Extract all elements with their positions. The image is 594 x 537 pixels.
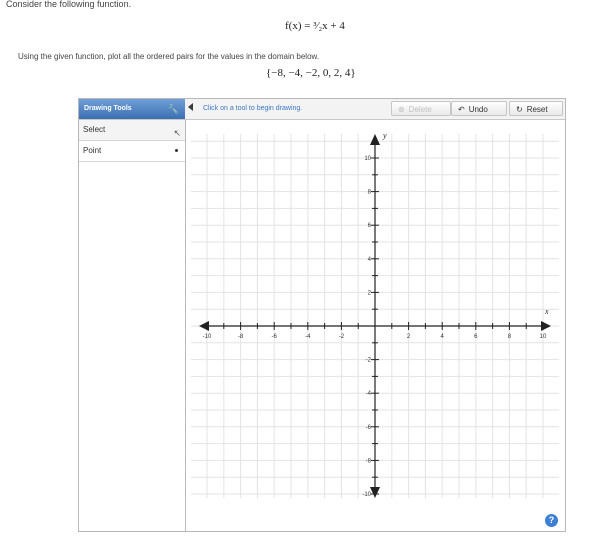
y-axis-down-arrow — [370, 487, 380, 498]
x-tick-label: -10 — [202, 334, 212, 340]
drawing-tools-title: Drawing Tools — [84, 105, 132, 112]
cursor-icon: ↖ — [173, 128, 181, 138]
tool-select-label: Select — [83, 125, 106, 134]
y-tick-label: 4 — [367, 256, 371, 263]
collapse-arrow-icon[interactable] — [188, 103, 193, 111]
x-tick-label: -8 — [237, 334, 244, 340]
domain-set: {−8, −4, −2, 0, 2, 4} — [266, 67, 356, 79]
tool-point-label: Point — [83, 146, 102, 155]
x-tick-label: 2 — [406, 334, 411, 340]
undo-icon: ↶ — [458, 105, 465, 114]
reset-icon: ↻ — [516, 105, 523, 114]
reset-button[interactable] — [509, 101, 563, 116]
x-tick-label: -4 — [305, 334, 311, 340]
x-tick-label: -6 — [271, 334, 277, 340]
delete-icon: ⊗ — [398, 105, 405, 114]
function-formula: f(x) = ³⁄₂x + 4 — [285, 20, 345, 32]
graphing-panel — [78, 98, 566, 532]
x-tick-label: -2 — [338, 334, 345, 340]
y-tick-label: 10 — [364, 156, 371, 162]
undo-label: Undo — [468, 105, 488, 114]
question-instruction: Using the given function, plot all the ordered pairs for the values in the domain below. — [18, 52, 320, 61]
reset-label: Reset — [526, 105, 548, 114]
point-icon — [175, 149, 178, 152]
help-icon[interactable]: ? — [545, 514, 558, 527]
coordinate-grid[interactable] — [187, 120, 563, 510]
y-tick-label: -2 — [365, 357, 371, 364]
tool-select[interactable] — [79, 120, 185, 141]
x-tick-label: 4 — [440, 334, 444, 340]
y-tick-label: -6 — [365, 424, 371, 431]
y-tick-label: -10 — [362, 492, 371, 498]
x-tick-label: 10 — [539, 334, 547, 340]
y-tick-label: 6 — [367, 223, 371, 230]
y-tick-label: -4 — [365, 391, 371, 398]
y-axis-label: y — [383, 131, 387, 140]
delete-label: Delete — [408, 105, 432, 114]
wrench-icon: 🔧 — [167, 104, 179, 114]
toolbar — [79, 99, 565, 120]
tool-point[interactable] — [79, 141, 185, 162]
undo-button[interactable] — [451, 101, 507, 116]
toolbar-hint: Click on a tool to begin drawing. — [203, 105, 303, 112]
question-intro: Consider the following function. — [6, 0, 132, 9]
x-tick-label: 8 — [507, 334, 512, 340]
drawing-tools-header — [79, 99, 185, 119]
y-tick-label: -8 — [365, 458, 371, 465]
y-tick-label: 8 — [367, 189, 371, 196]
y-axis-up-arrow — [370, 134, 380, 145]
x-tick-label: 6 — [474, 334, 478, 340]
x-axis-label: x — [545, 307, 549, 316]
delete-button[interactable] — [391, 101, 451, 116]
tools-sidebar — [79, 120, 186, 531]
y-tick-label: 2 — [367, 290, 371, 297]
